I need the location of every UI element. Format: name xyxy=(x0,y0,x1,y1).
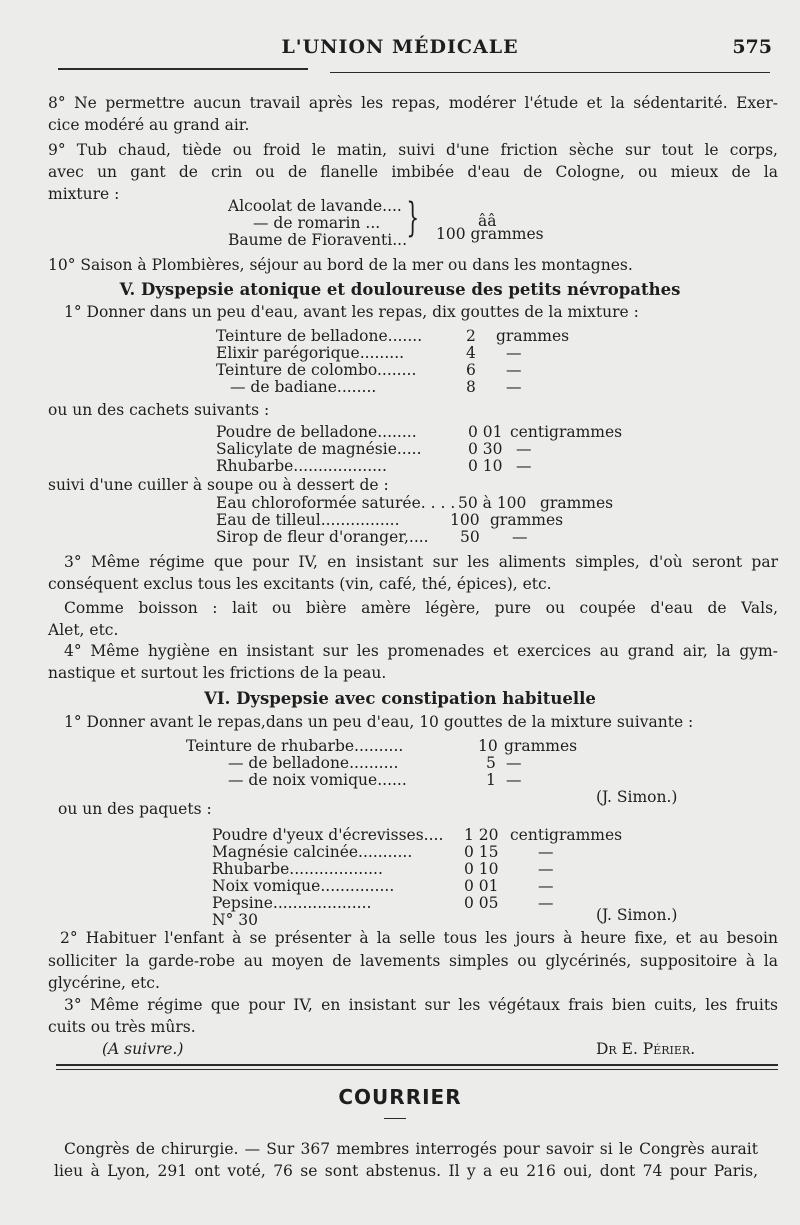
paquet-qty: 0 15 xyxy=(464,843,499,861)
paquets-number: N° 30 xyxy=(212,911,258,929)
s6-mixture-qty: 1 xyxy=(486,771,496,789)
running-header-title: L'UNION MÉDICALE xyxy=(281,36,519,58)
paquet-name: Noix vomique............... xyxy=(212,877,395,895)
para-8-line1: 8° Ne permettre aucun travail après les repas, modérer l'étude et la sédentarité. Exer- xyxy=(48,94,778,112)
paquet-unit: — xyxy=(538,877,554,895)
boisson-line1: Comme boisson : lait ou bière amère légère, pure ou coupée d'eau de Vals, xyxy=(64,599,778,617)
boisson-line2: Alet, etc. xyxy=(48,621,119,639)
s6-mixture-unit: — xyxy=(506,754,522,772)
a-suivre: (A suivre.) xyxy=(102,1040,184,1058)
courrier-line2: lieu à Lyon, 291 ont voté, 76 se sont abstenus. Il y a eu 216 oui, dont 74 pour Paris, xyxy=(54,1162,758,1180)
s5-mixture-name: Teinture de belladone....... xyxy=(216,327,423,345)
cachet-name: Poudre de belladone........ xyxy=(216,423,417,441)
cuiller-qty: 100 xyxy=(450,511,480,529)
s6-mixture-name: — de noix vomique...... xyxy=(228,771,407,789)
header-rule-right xyxy=(330,72,770,73)
cuiller-unit: grammes xyxy=(540,494,614,512)
section-6-heading: VI. Dyspepsie avec constipation habituelle xyxy=(204,689,596,708)
mixture-item-lavande: Alcoolat de lavande.... xyxy=(228,197,402,215)
courrier-line1: Congrès de chirurgie. — Sur 367 membres interrogés pour savoir si le Congrès aurait xyxy=(64,1140,758,1158)
paquets-author: (J. Simon.) xyxy=(596,906,678,924)
s5-mixture-name: Elixir parégorique......... xyxy=(216,344,405,362)
author-signature: Dr E. Périer. xyxy=(596,1040,696,1058)
s6-para-3-line1: 3° Même régime que pour IV, en insistant sur les végétaux frais bien cuits, les fruits xyxy=(64,996,778,1014)
s5-para-4-line2: nastique et surtout les frictions de la peau. xyxy=(48,664,387,682)
paquet-unit: — xyxy=(538,860,554,878)
s6-para-1: 1° Donner avant le repas,dans un peu d'eau, 10 gouttes de la mixture suivante : xyxy=(64,713,694,731)
paquet-unit: centigrammes xyxy=(510,826,623,844)
para-10: 10° Saison à Plombières, séjour au bord de la mer ou dans les montagnes. xyxy=(48,256,633,274)
para-9-line2: avec un gant de crin ou de flanelle imbibée d'eau de Cologne, ou mieux de la xyxy=(48,163,778,181)
paquet-qty: 0 10 xyxy=(464,860,499,878)
s5-mixture-qty: 6 xyxy=(466,361,476,379)
s6-mixture-author: (J. Simon.) xyxy=(596,788,678,806)
paquet-name: Poudre d'yeux d'écrevisses.... xyxy=(212,826,444,844)
s6-mixture-name: Teinture de rhubarbe.......... xyxy=(186,737,404,755)
s5-para-4-line1: 4° Même hygiène en insistant sur les promenades et exercices au grand air, la gym- xyxy=(64,642,778,660)
courrier-short-rule xyxy=(384,1118,406,1119)
cuiller-name: Eau de tilleul................ xyxy=(216,511,400,529)
mixture-item-fioraventi: Baume de Fioraventi... xyxy=(228,231,408,249)
mixture-item-romarin: — de romarin ... xyxy=(253,214,381,232)
paquet-unit: — xyxy=(538,843,554,861)
s6-mixture-unit: — xyxy=(506,771,522,789)
header-rule-left xyxy=(58,68,308,70)
courrier-heading: COURRIER xyxy=(338,1085,462,1109)
s6-para-2-line2: solliciter la garde-robe au moyen de lavements simples ou glycérinés, suppositoire à la xyxy=(48,952,778,970)
cuiller-intro: suivi d'une cuiller à soupe ou à dessert de : xyxy=(48,476,389,494)
cachet-qty: 0 10 xyxy=(468,457,503,475)
s5-mixture-name: — de badiane........ xyxy=(230,378,377,396)
mixture-brace: } xyxy=(406,195,420,241)
paquet-unit: — xyxy=(538,894,554,912)
paquet-name: Magnésie calcinée........... xyxy=(212,843,413,861)
para-9-line3: mixture : xyxy=(48,185,120,203)
paquet-qty: 0 01 xyxy=(464,877,499,895)
cuiller-unit: grammes xyxy=(490,511,564,529)
s5-mixture-qty: 8 xyxy=(466,378,476,396)
section-rule-bottom xyxy=(56,1069,778,1070)
cuiller-unit: — xyxy=(512,528,528,546)
cuiller-qty: 50 à 100 xyxy=(458,494,527,512)
para-8-line2: cice modéré au grand air. xyxy=(48,116,250,134)
s5-mixture-qty: 2 xyxy=(466,327,476,345)
s5-mixture-qty: 4 xyxy=(466,344,476,362)
paquet-qty: 0 05 xyxy=(464,894,499,912)
paquet-qty: 1 20 xyxy=(464,826,499,844)
cuiller-name: Eau chloroformée saturée. . . . xyxy=(216,494,456,512)
cuiller-qty: 50 xyxy=(460,528,480,546)
s6-para-2-line1: 2° Habituer l'enfant à se présenter à la selle tous les jours à heure fixe, et au besoin xyxy=(60,929,778,947)
cachet-qty: 0 30 xyxy=(468,440,503,458)
s5-mixture-unit: — xyxy=(506,378,522,396)
cachet-unit: — xyxy=(516,440,532,458)
cachet-name: Rhubarbe................... xyxy=(216,457,387,475)
s5-para-3-line1: 3° Même régime que pour IV, en insistant sur les aliments simples, d'où seront par xyxy=(64,553,778,571)
paquets-intro: ou un des paquets : xyxy=(58,800,212,818)
cachet-unit: — xyxy=(516,457,532,475)
paquet-name: Pepsine.................... xyxy=(212,894,372,912)
cachets-intro: ou un des cachets suivants : xyxy=(48,401,270,419)
section-rule-top xyxy=(56,1064,778,1066)
page-number: 575 xyxy=(732,36,772,58)
cachet-qty: 0 01 xyxy=(468,423,503,441)
s6-mixture-qty: 10 xyxy=(478,737,498,755)
cuiller-name: Sirop de fleur d'oranger,.... xyxy=(216,528,429,546)
cachet-unit: centigrammes xyxy=(510,423,623,441)
s5-para-1: 1° Donner dans un peu d'eau, avant les repas, dix gouttes de la mixture : xyxy=(64,303,639,321)
mixture-dose: 100 grammes xyxy=(436,225,544,243)
s6-mixture-unit: grammes xyxy=(504,737,578,755)
s6-para-2-line3: glycérine, etc. xyxy=(48,974,160,992)
mixture-aa: ââ xyxy=(478,212,497,230)
paquet-name: Rhubarbe................... xyxy=(212,860,383,878)
s5-mixture-unit: — xyxy=(506,361,522,379)
s5-para-3-line2: conséquent exclus tous les excitants (vin, café, thé, épices), etc. xyxy=(48,575,552,593)
s5-mixture-unit: — xyxy=(506,344,522,362)
s6-mixture-qty: 5 xyxy=(486,754,496,772)
s6-mixture-name: — de belladone.......... xyxy=(228,754,399,772)
section-5-heading: V. Dyspepsie atonique et douloureuse des petits névropathes xyxy=(119,280,681,299)
s5-mixture-name: Teinture de colombo........ xyxy=(216,361,417,379)
s6-para-3-line2: cuits ou très mûrs. xyxy=(48,1018,196,1036)
s5-mixture-unit: grammes xyxy=(496,327,570,345)
cachet-name: Salicylate de magnésie..... xyxy=(216,440,422,458)
para-9-line1: 9° Tub chaud, tiède ou froid le matin, suivi d'une friction sèche sur tout le corps, xyxy=(48,141,778,159)
